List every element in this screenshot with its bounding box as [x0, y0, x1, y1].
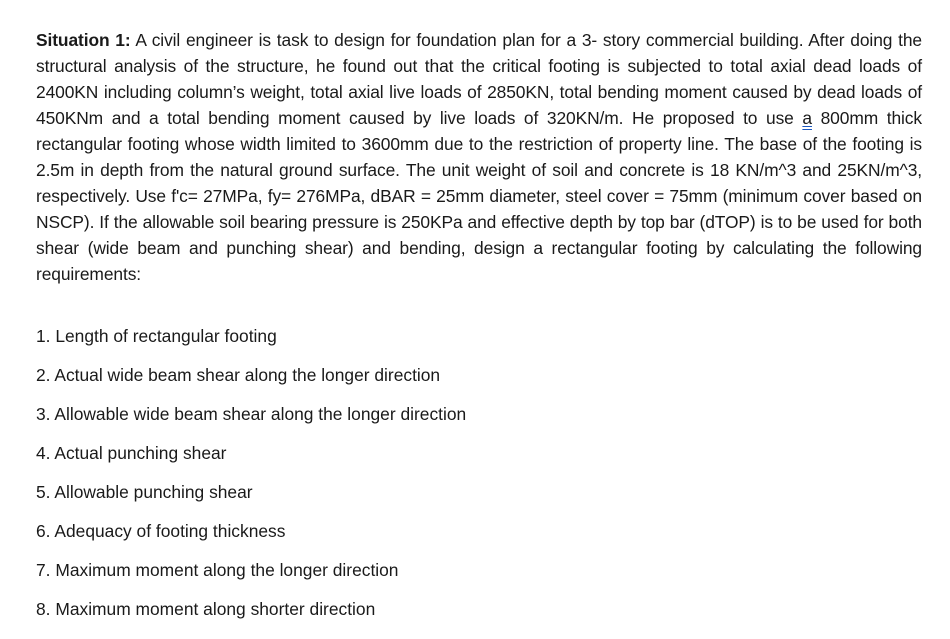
requirement-item: 6. Adequacy of footing thickness [36, 521, 286, 541]
requirements-list [36, 323, 466, 635]
requirement-item: 7. Maximum moment along the longer direction [36, 560, 399, 580]
situation-label: Situation 1: [36, 30, 131, 50]
requirement-item: 1. Length of rectangular footing [36, 326, 277, 346]
requirement-item: 8. Maximum moment along shorter direction [36, 599, 376, 619]
requirement-item: 2. Actual wide beam shear along the longer direction [36, 365, 441, 385]
requirement-item: 5. Allowable punching shear [36, 482, 253, 502]
situation-text-part-1: A civil engineer is task to design for foundation plan for a 3- story commercial building. After doing the structural analysis of the structure, he found out that the critical footing is subjected to total axial dead loads of 2400KN including column’s weight, total axial live loads of 2850KN, total bending moment caused by dead loads of 450KNm and a total bending moment caused by live loads of 320KN/m. He proposed to use [36, 30, 923, 128]
requirement-item: 3. Allowable wide beam shear along the longer direction [36, 404, 467, 424]
grammar-flagged-word: a [802, 108, 812, 128]
situation-text-part-2: 800mm thick rectangular footing whose width limited to 3600mm due to the restriction of property line. The base of the footing is 2.5m in depth from the natural ground surface. The unit weight of soil and concrete is 18 KN/m^3 and 25KN/m^3, respectively. Use f'c= 27MPa, fy= 276MPa, dBAR = 25mm diameter, steel cover = 75mm (minimum cover based on NSCP). If the allowable soil bearing pressure is 250KPa and effective depth by top bar (dTOP) is to be used for both shear (wide beam and punching shear) and bending, design a rectangular footing by calculating the following requirements: [36, 108, 922, 284]
situation-paragraph [36, 27, 922, 287]
requirement-item: 4. Actual punching shear [36, 443, 227, 463]
